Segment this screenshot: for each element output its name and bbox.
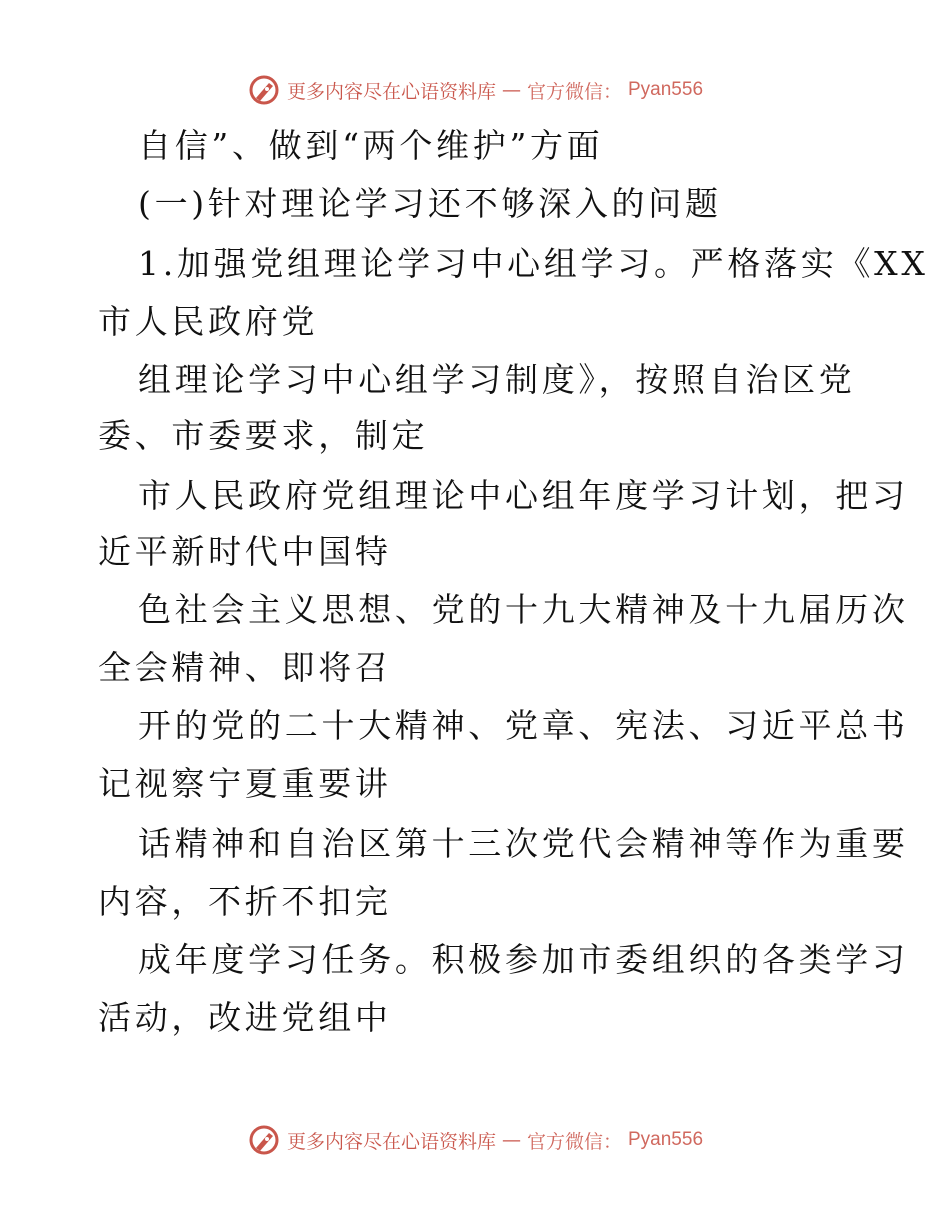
text-line: 记视察宁夏重要讲: [98, 764, 392, 803]
footer-banner-id: Pyan556: [628, 1129, 704, 1150]
header-banner-id: Pyan556: [628, 79, 704, 100]
footer-banner-text: 更多内容尽在心语资料库: [286, 1130, 496, 1153]
footer-banner: [0, 1120, 950, 1160]
text-line: 活动，改进党组中: [98, 998, 392, 1037]
text-line: 市人民政府党: [98, 302, 319, 341]
text-line: 委、市委要求，制定: [98, 416, 429, 455]
pen-circle-logo-icon: [247, 73, 281, 107]
text-line: 开的党的二十大精神、党章、宪法、习近平总书: [138, 706, 909, 745]
footer-banner-label: 官方微信：: [526, 1130, 622, 1153]
header-banner-dash: —: [501, 79, 521, 101]
pen-circle-logo-icon: [247, 1123, 281, 1157]
header-banner-text: 更多内容尽在心语资料库: [286, 80, 496, 103]
text-line: 近平新时代中国特: [98, 532, 392, 571]
text-line: 内容，不折不扣完: [98, 882, 392, 921]
text-line: 组理论学习中心组学习制度》，按照自治区党: [138, 360, 856, 399]
header-banner: [0, 70, 950, 110]
header-banner-label: 官方微信：: [526, 80, 622, 103]
footer-banner-dash: —: [501, 1129, 521, 1151]
text-line: 1.加强党组理论学习中心组学习。严格落实《XX: [138, 244, 929, 283]
section-heading: (一)针对理论学习还不够深入的问题: [138, 184, 722, 223]
text-line: 色社会主义思想、党的十九大精神及十九届历次: [138, 590, 909, 629]
text-line: 话精神和自治区第十三次党代会精神等作为重要: [138, 824, 909, 863]
text-line: 市人民政府党组理论中心组年度学习计划，把习: [138, 476, 909, 515]
text-line: 自信”、做到“两个维护”方面: [138, 126, 604, 165]
text-line: 全会精神、即将召: [98, 648, 392, 687]
text-line: 成年度学习任务。积极参加市委组织的各类学习: [138, 940, 909, 979]
